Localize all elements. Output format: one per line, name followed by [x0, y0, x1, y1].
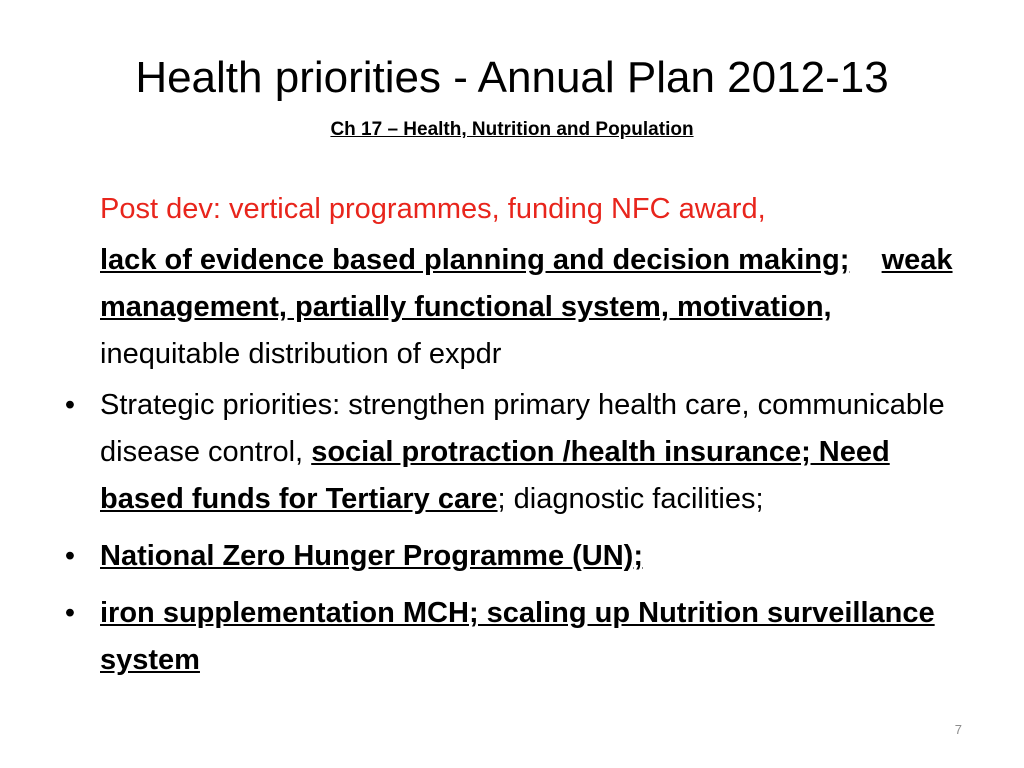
bullet-item-strategic-priorities	[56, 382, 976, 523]
intro-line-red	[56, 186, 976, 233]
bullet-item-iron-supplementation	[56, 590, 976, 684]
bullet-1-bold-segment: social protraction /health insurance; Need based funds for Tertiary care	[100, 436, 890, 515]
bullet-item-zero-hunger	[56, 533, 976, 580]
intro-plain-segment: inequitable distribution of expdr	[100, 338, 502, 370]
intro-red-text: Post dev: vertical programmes, funding NFC award,	[100, 193, 766, 225]
intro-bold-segment-2: weak management, partially functional system, motivation,	[100, 244, 953, 323]
bullet-2-bold-segment: National Zero Hunger Programme (UN);	[100, 540, 643, 572]
slide-body	[56, 186, 976, 694]
page-number: 7	[954, 722, 962, 737]
bullet-3-bold-segment: iron supplementation MCH; scaling up Nutrition surveillance system	[100, 597, 935, 676]
bullet-1-plain-segment: Strategic priorities: strengthen primary health care, communicable disease control,	[100, 389, 945, 468]
bullet-icon: •	[64, 540, 76, 572]
intro-bold-segment-1: lack of evidence based planning and decision making;	[100, 244, 850, 276]
slide-subtitle: Ch 17 – Health, Nutrition and Population	[330, 119, 694, 140]
intro-paragraph	[56, 237, 976, 378]
bullet-icon: •	[64, 389, 76, 421]
bullet-icon: •	[64, 597, 76, 629]
bullet-1-tail-segment: ; diagnostic facilities;	[497, 483, 764, 515]
slide-title: Health priorities - Annual Plan 2012-13	[135, 53, 889, 102]
